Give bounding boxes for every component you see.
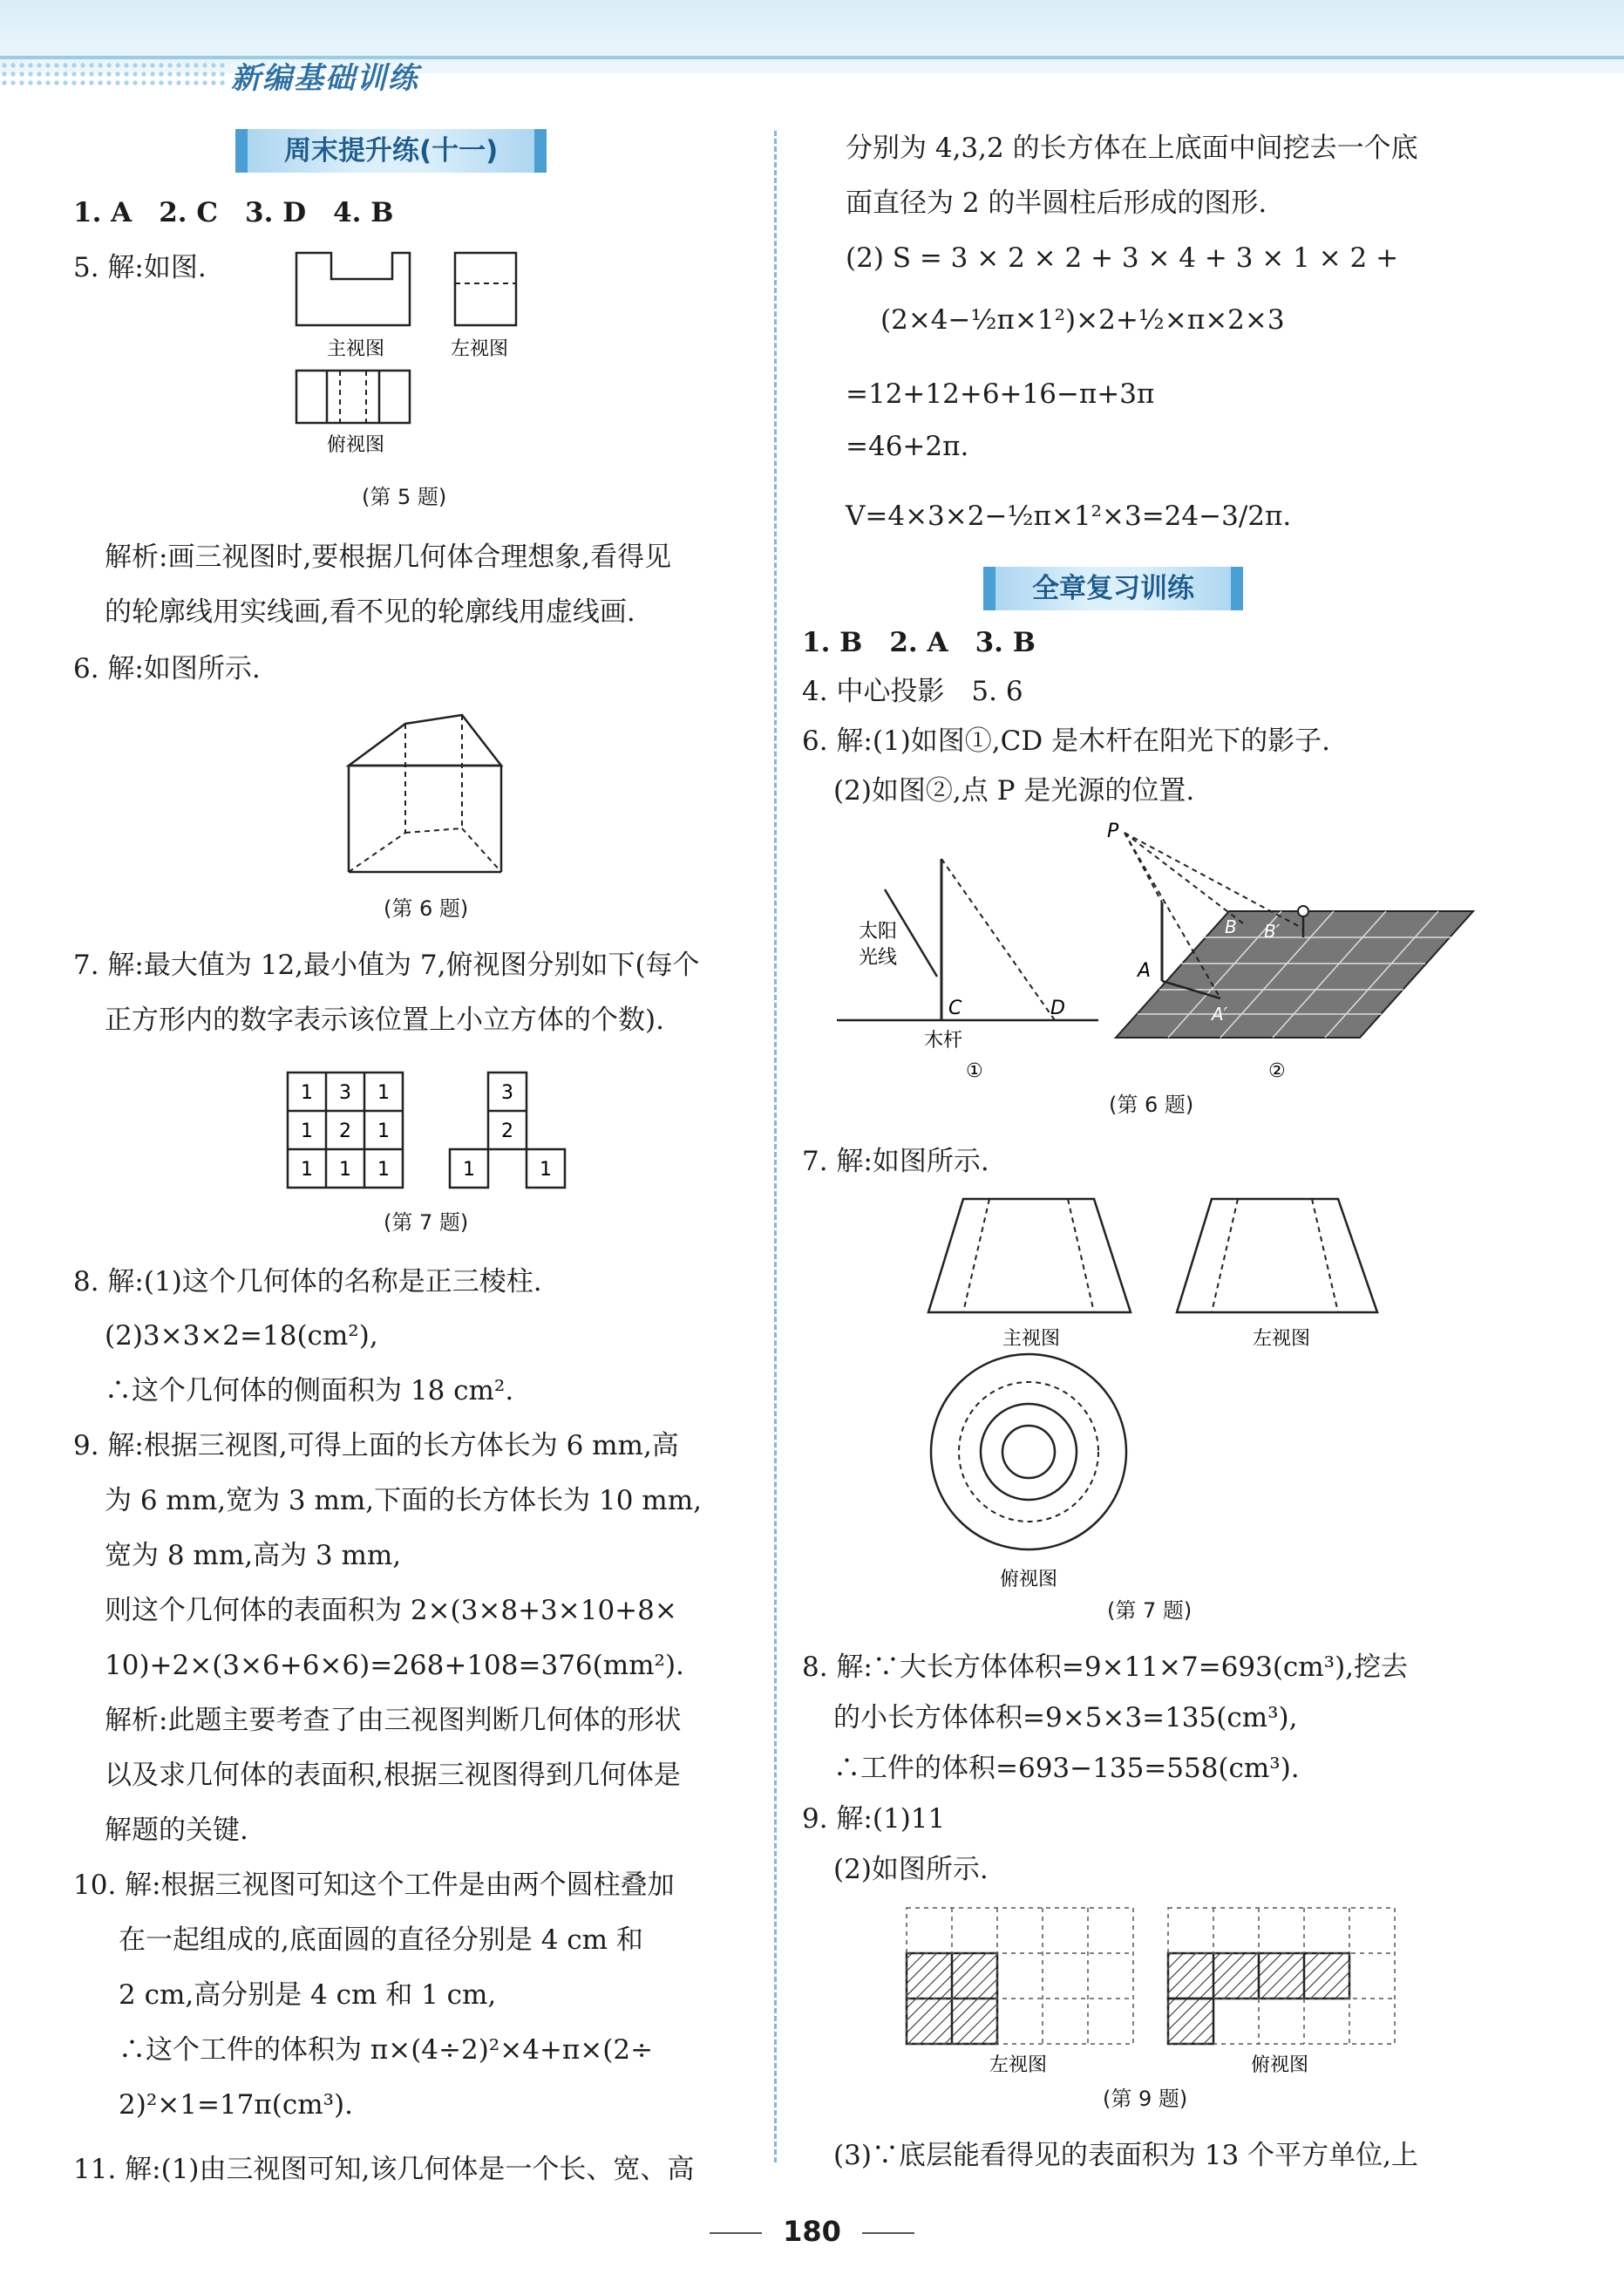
grid-cell: 1 — [377, 1082, 390, 1104]
answer-line: 11. 解:(1)由三视图可知,该几何体是一个长、宽、高 — [73, 2154, 695, 2185]
answer-line: 7. 解:如图所示. — [802, 1146, 989, 1177]
answer-line: ∴这个几何体的侧面积为 18 cm². — [105, 1375, 514, 1406]
grid-cell: 1 — [463, 1159, 475, 1181]
answer-line: 为 6 mm,宽为 3 mm,下面的长方体长为 10 mm, — [105, 1485, 702, 1516]
left-section-banner — [235, 129, 547, 173]
grid-cell: 3 — [501, 1082, 513, 1104]
banner-label: 周末提升练(十一) — [235, 129, 547, 173]
fig7-right-caption: (第 7 题) — [1107, 1598, 1193, 1623]
answer-line: 正方形内的数字表示该位置上小立方体的个数). — [105, 1004, 664, 1036]
analysis-line: 的轮廓线用实线画,看不见的轮廓线用虚线画. — [105, 596, 635, 628]
series-title: 新编基础训练 — [231, 61, 419, 96]
fig9-caption: (第 9 题) — [1103, 2087, 1188, 2111]
answer-line: 10. 解:根据三视图可知这个工件是由两个圆柱叠加 — [73, 1869, 675, 1901]
point-b-label: B — [1225, 916, 1237, 937]
fig9-left-label: 左视图 — [989, 2054, 1048, 2076]
answer-line: 6. 解:(1)如图①,CD 是木杆在阳光下的影子. — [802, 725, 1330, 757]
analysis-line: 解析:此题主要考查了由三视图判断几何体的形状 — [105, 1705, 682, 1736]
pole-label: 木杆 — [924, 1030, 963, 1052]
column-divider — [774, 131, 777, 2162]
answer-line: 8. 解:(1)这个几何体的名称是正三棱柱. — [73, 1266, 542, 1297]
fig6-prism-drawing — [344, 706, 510, 881]
grid-cell: 1 — [339, 1159, 351, 1181]
fig5-three-views — [288, 249, 558, 466]
answer-line: (2)如图②,点 P 是光源的位置. — [833, 775, 1195, 807]
fig7-caption: (第 7 题) — [384, 1210, 469, 1235]
rays-label: 光线 — [859, 947, 898, 969]
banner-label: 全章复习训练 — [983, 567, 1243, 610]
fig7-front-label: 主视图 — [1002, 1328, 1061, 1350]
fig9-top-label: 俯视图 — [1251, 2054, 1309, 2076]
grid-cell: 1 — [540, 1159, 552, 1181]
answer-line: 9. 解:根据三视图,可得上面的长方体长为 6 mm,高 — [73, 1430, 679, 1461]
fig6-right-caption: (第 6 题) — [1109, 1093, 1194, 1117]
right-section-banner — [983, 567, 1243, 610]
answer-line: 2)²×1=17π(cm³). — [119, 2089, 353, 2121]
grid-cell: 1 — [377, 1120, 390, 1142]
formula-line: =12+12+6+16−π+3π — [846, 378, 1155, 410]
fig5-caption: (第 5 题) — [362, 485, 447, 509]
fig9-views — [902, 1901, 1408, 2075]
fig7-top-view-grids — [283, 1068, 571, 1190]
point-c-label: C — [948, 998, 962, 1019]
fig5-left-label: 左视图 — [451, 338, 509, 360]
answer-line: ∴工件的体积=693−135=558(cm³). — [833, 1753, 1300, 1784]
header-dot-pattern — [0, 61, 227, 87]
analysis-line: 解析:画三视图时,要根据几何体合理想象,看得见 — [105, 541, 672, 573]
analysis-line: 解题的关键. — [105, 1815, 248, 1846]
point-p-label: P — [1107, 821, 1119, 842]
page-number-value: 180 — [783, 2215, 841, 2248]
fig-number-1: ① — [966, 1060, 983, 1082]
fig5-top-label: 俯视图 — [327, 434, 385, 456]
fig7-frustum-views — [928, 1195, 1390, 1604]
point-d-label: D — [1050, 998, 1065, 1019]
answer-line: 10)+2×(3×6+6×6)=268+108=376(mm²). — [105, 1650, 684, 1681]
point-a-label: A — [1138, 960, 1152, 982]
answer-line: 1. A 2. C 3. D 4. B — [73, 197, 394, 228]
fig7-left-label: 左视图 — [1253, 1328, 1311, 1350]
sun-label: 太阳 — [859, 921, 898, 943]
formula-line: =46+2π. — [846, 431, 969, 462]
answer-line: 的小长方体体积=9×5×3=135(cm³), — [833, 1702, 1298, 1733]
answer-line: (2)3×3×2=18(cm²), — [105, 1320, 378, 1352]
answer-line: ∴这个工件的体积为 π×(4÷2)²×4+π×(2÷ — [119, 2034, 654, 2066]
formula-line: (2×4−½π×1²)×2+½×π×2×3 — [880, 304, 1285, 336]
answer-line: 7. 解:最大值为 12,最小值为 7,俯视图分别如下(每个 — [73, 950, 700, 981]
answer-line: 在一起组成的,底面圆的直径分别是 4 cm 和 — [119, 1924, 643, 1956]
analysis-line: 以及求几何体的表面积,根据三视图得到几何体是 — [105, 1760, 681, 1791]
fig7-top-label: 俯视图 — [1000, 1569, 1058, 1590]
answer-line: 5. 解:如图. — [73, 252, 207, 283]
grid-cell: 1 — [301, 1159, 313, 1181]
grid-cell: 3 — [339, 1082, 351, 1104]
fig-number-2: ② — [1268, 1060, 1286, 1082]
formula-line: (2) S = 3 × 2 × 2 + 3 × 4 + 3 × 1 × 2 + — [846, 242, 1399, 274]
grid-cell: 1 — [377, 1159, 390, 1181]
formula-line: V=4×3×2−½π×1²×3=24−3/2π. — [846, 501, 1292, 532]
answer-line: 4. 中心投影 5. 6 — [802, 676, 1023, 707]
grid-cell: 2 — [501, 1120, 513, 1142]
fig6-shadow-drawing — [837, 821, 1482, 1086]
answer-line: 1. B 2. A 3. B — [802, 627, 1036, 658]
answer-line: (3)∵底层能看得见的表面积为 13 个平方单位,上 — [833, 2140, 1418, 2171]
answer-line: 宽为 8 mm,高为 3 mm, — [105, 1540, 402, 1571]
page-number — [0, 2211, 1624, 2251]
grid-cell: 1 — [301, 1082, 313, 1104]
answer-line: (2)如图所示. — [833, 1854, 989, 1885]
grid-cell: 1 — [301, 1120, 313, 1142]
answer-line: 6. 解:如图所示. — [73, 653, 261, 684]
answer-line: 则这个几何体的表面积为 2×(3×8+3×10+8× — [105, 1595, 677, 1626]
fig6-caption: (第 6 题) — [384, 896, 469, 921]
point-b-prime-label: B′ — [1264, 921, 1281, 942]
answer-line: 2 cm,高分别是 4 cm 和 1 cm, — [119, 1979, 497, 2011]
grid-cell: 2 — [339, 1120, 351, 1142]
answer-line: 面直径为 2 的半圆柱后形成的图形. — [846, 187, 1267, 219]
point-a-prime-label: A′ — [1212, 1004, 1228, 1025]
answer-line: 9. 解:(1)11 — [802, 1803, 946, 1835]
answer-line: 分别为 4,3,2 的长方体在上底面中间挖去一个底 — [846, 133, 1418, 164]
fig5-front-label: 主视图 — [327, 338, 385, 360]
answer-line: 8. 解:∵大长方体体积=9×11×7=693(cm³),挖去 — [802, 1651, 1409, 1683]
